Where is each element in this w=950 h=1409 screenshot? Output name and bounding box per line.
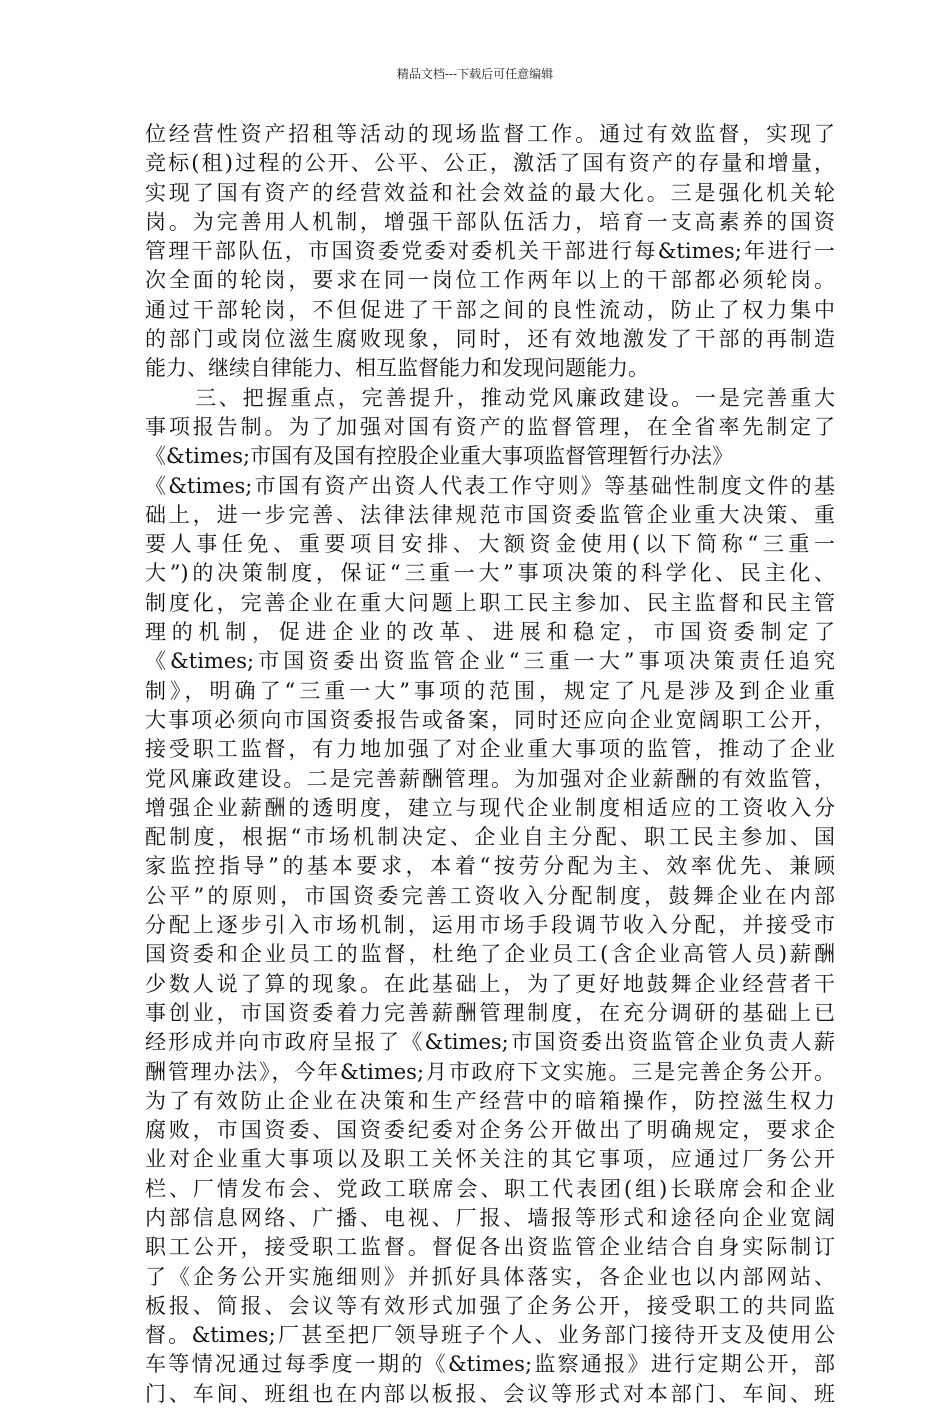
body-line: 大事项必须向市国资委报告或备案，同时还应向企业宽阔职工公开， [145,707,835,732]
body-line: 业对企业重大事项以及职工关怀关注的其它事项，应通过厂务公开 [145,1147,835,1172]
body-line: 内部信息网络、广播、电视、厂报、墙报等形式和途径向企业宽阔 [145,1205,835,1230]
body-line: 岗。为完善用人机制，增强干部队伍活力，培育一支高素养的国资 [145,209,835,234]
body-line: 事创业，市国资委着力完善薪酬管理制度，在充分调研的基础上已 [145,1000,835,1025]
body-line: 公平”的原则，市国资委完善工资收入分配制度，鼓舞企业在内部 [145,883,835,908]
body-line: 少数人说了算的现象。在此基础上，为了更好地鼓舞企业经营者干 [145,971,835,996]
body-line: 《&times;市国资委出资监管企业“三重一大”事项决策责任追究 [145,649,835,674]
body-line: 门、车间、班组也在内部以板报、会议等形式对本部门、车间、班 [145,1381,835,1406]
page-header: 精品文档---下载后可任意编辑 [396,67,554,81]
body-line: 《&times;市国有资产出资人代表工作守则》等基础性制度文件的基 [145,473,835,498]
body-line: 国资委和企业员工的监督，杜绝了企业员工(含企业高管人员)薪酬 [145,942,835,967]
body-line: 经形成并向市政府呈报了《&times;市国资委出资监管企业负责人薪 [145,1030,835,1055]
body-line: 通过干部轮岗，不但促进了干部之间的良性流动，防止了权力集中 [145,297,835,322]
body-line: 车等情况通过每季度一期的《&times;监察通报》进行定期公开，部 [145,1352,835,1377]
body-line: 为了有效防止企业在决策和生产经营中的暗箱操作，防控滋生权力 [145,1088,835,1113]
body-line: 了《企务公开实施细则》并抓好具体落实，各企业也以内部网站、 [145,1264,835,1289]
paragraph-start-line: 三、把握重点，完善提升，推动党风廉政建设。一是完善重大 [195,385,835,410]
body-line: 职工公开，接受职工监督。督促各出资监管企业结合自身实际制订 [145,1235,835,1260]
document-body [145,120,835,1409]
body-line: 的部门或岗位滋生腐败现象，同时，还有效地激发了干部的再制造 [145,327,835,352]
body-line: 增强企业薪酬的透明度，建立与现代企业制度相适应的工资收入分 [145,795,835,820]
body-line: 能力、继续自律能力、相互监督能力和发现问题能力。 [145,356,649,381]
body-line: 家监控指导”的基本要求，本着“按劳分配为主、效率优先、兼顾 [145,854,835,879]
body-line: 党风廉政建设。二是完善薪酬管理。为加强对企业薪酬的有效监管， [145,766,835,791]
body-line: 督。&times;厂甚至把厂领导班子个人、业务部门接待开支及使用公 [145,1323,835,1348]
body-line: 实现了国有资产的经营效益和社会效益的最大化。三是强化机关轮 [145,180,835,205]
body-line: 位经营性资产招租等活动的现场监督工作。通过有效监督，实现了 [145,122,835,146]
body-line: 础上，进一步完善、法律法律规范市国资委监管企业重大决策、重 [145,502,835,527]
body-line: 制》，明确了“三重一大”事项的范围，规定了凡是涉及到企业重 [145,678,835,703]
body-line: 《&times;市国有及国有控股企业重大事项监督管理暂行办法》 [145,444,734,469]
body-line: 腐败，市国资委、国资委纪委对企务公开做出了明确规定，要求企 [145,1118,835,1143]
body-line: 次全面的轮岗，要求在同一岗位工作两年以上的干部都必须轮岗。 [145,268,835,293]
body-line: 理的机制，促进企业的改革、进展和稳定，市国资委制定了 [145,620,835,645]
body-line: 板报、简报、会议等有效形式加强了企务公开，接受职工的共同监 [145,1293,835,1318]
body-line: 要人事任免、重要项目安排、大额资金使用(以下简称“三重一 [145,532,835,557]
body-line: 酬管理办法》，今年&times;月市政府下文实施。三是完善企务公开。 [145,1059,835,1084]
body-line: 配制度，根据“市场机制决定、企业自主分配、职工民主参加、国 [145,825,835,850]
body-line: 竞标(租)过程的公开、公平、公正，激活了国有资产的存量和增量， [145,151,835,176]
body-line: 栏、厂情发布会、党政工联席会、职工代表团(组)长联席会和企业 [145,1176,835,1201]
body-line: 分配上逐步引入市场机制，运用市场手段调节收入分配，并接受市 [145,913,835,938]
body-line: 管理干部队伍，市国资委党委对委机关干部进行每&times;年进行一 [145,239,835,264]
body-line: 接受职工监督，有力地加强了对企业重大事项的监管，推动了企业 [145,737,835,762]
body-line: 事项报告制。为了加强对国有资产的监督管理，在全省率先制定了 [145,414,835,439]
body-line: 制度化，完善企业在重大问题上职工民主参加、民主监督和民主管 [145,590,835,615]
body-line: 大”)的决策制度，保证“三重一大”事项决策的科学化、民主化、 [145,561,835,586]
